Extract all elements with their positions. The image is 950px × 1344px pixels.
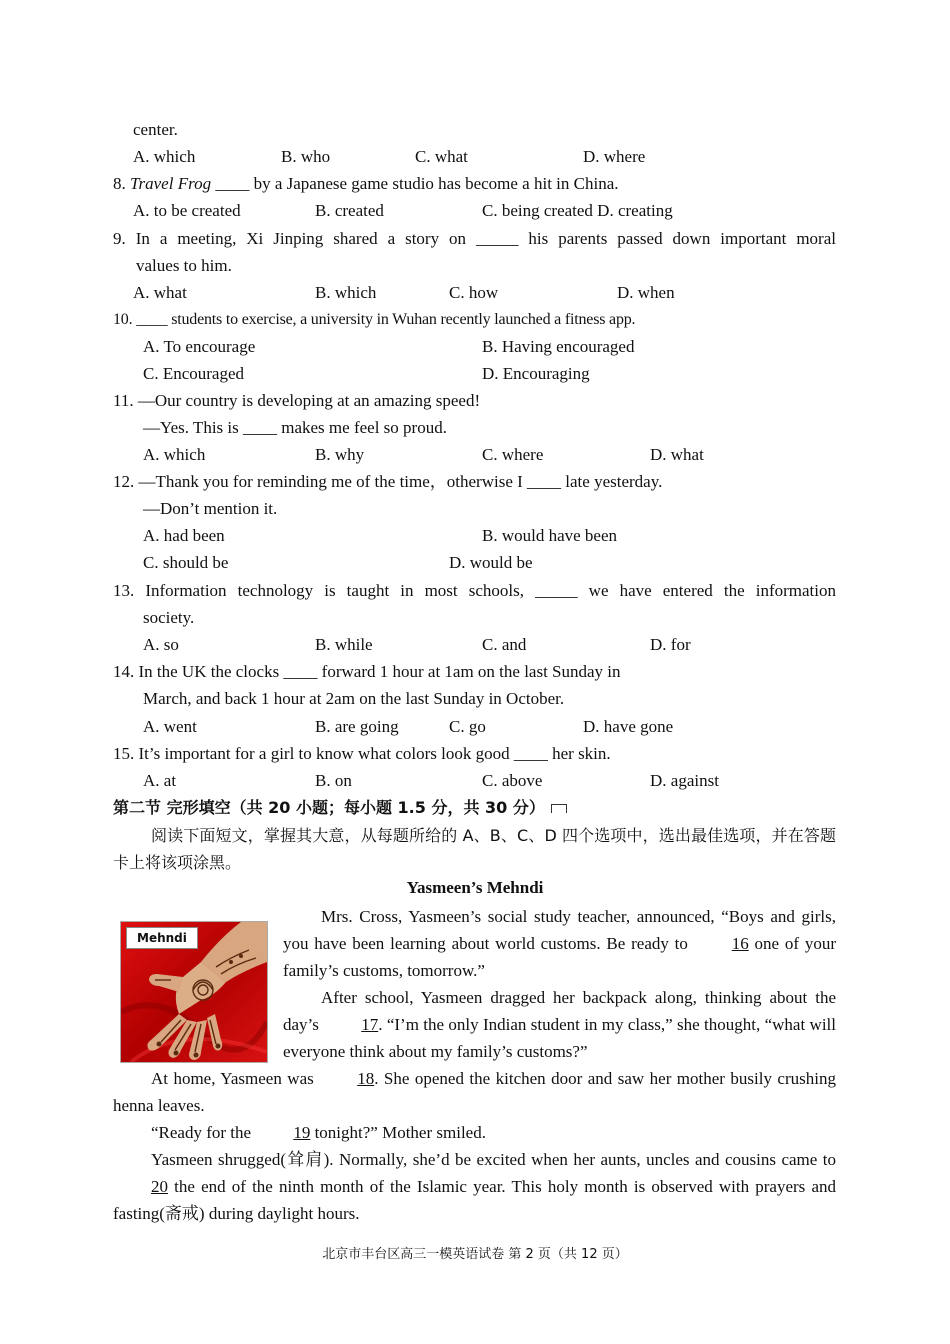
q7-option-c: C. what xyxy=(415,147,468,166)
q7-option-a: A. which xyxy=(133,147,196,166)
q15-option-d: D. against xyxy=(650,771,719,790)
q7-option-b: B. who xyxy=(281,147,331,166)
q8-option-cd: C. being created D. creating xyxy=(482,201,673,220)
q8-option-a: A. to be created xyxy=(133,201,241,220)
q8-number: 8. xyxy=(113,174,126,193)
p3-text-a: At home, Yasmeen was xyxy=(151,1069,320,1088)
q9-option-b: B. which xyxy=(315,283,377,302)
blank-18: 18 xyxy=(357,1069,375,1088)
q9-stem-line1: 9. In a meeting, Xi Jinping shared a story on _____ his parents passed down important moral xyxy=(113,229,836,248)
q13-option-a: A. so xyxy=(143,635,179,654)
p4-text-b: tonight?” Mother smiled. xyxy=(310,1123,486,1142)
q14-option-c: C. go xyxy=(449,717,486,736)
p5-text-b: the end of the ninth month of the Islamic year. This holy month is observed with prayers and fasting(斋戒) during daylight hours. xyxy=(113,1177,836,1223)
p1-text-b: one of your family’s customs, tomorrow.” xyxy=(283,934,836,980)
passage-paragraph-5 xyxy=(113,1146,836,1227)
q9-option-d: D. when xyxy=(617,283,675,302)
page-footer: 北京市丰台区高三一模英语试卷 第 2 页（共 12 页） xyxy=(322,1247,628,1262)
q7-option-d: D. where xyxy=(583,147,646,166)
q13-option-d: D. for xyxy=(650,635,691,654)
passage-paragraph-4 xyxy=(113,1119,836,1146)
q14-stem-line2: March, and back 1 hour at 2am on the last Sunday in October. xyxy=(143,689,565,708)
q7-continuation: center. xyxy=(133,120,178,139)
q13-option-b: B. while xyxy=(315,635,373,654)
passage-full-width xyxy=(113,1065,836,1227)
q9-option-a: A. what xyxy=(133,283,187,302)
q9-stem-line2: values to him. xyxy=(136,256,232,275)
p2-text-b: . “I’m the only Indian student in my class,” she thought, “what will everyone think about my family’s customs?” xyxy=(283,1015,836,1061)
mehndi-image-label: Mehndi xyxy=(126,927,198,949)
mehndi-hand-image xyxy=(120,921,268,1063)
q12-stem-line2: —Don’t mention it. xyxy=(143,499,278,518)
q10-option-c: C. Encouraged xyxy=(143,364,245,383)
blank-17: 17 xyxy=(361,1015,379,1034)
passage-paragraph-2 xyxy=(283,984,836,1065)
q8-stem xyxy=(113,173,619,195)
q13-stem-line1: 13. Information technology is taught in most schools, _____ we have entered the information xyxy=(113,581,836,600)
q11-option-d: D. what xyxy=(650,445,704,464)
return-mark-icon xyxy=(551,804,567,813)
p5-text-a: Yasmeen shrugged(耸肩). Normally, she’d be excited when her aunts, uncles and cousins came to xyxy=(151,1150,836,1169)
q12-option-c: C. should be xyxy=(143,553,229,572)
q10-option-a: A. To encourage xyxy=(143,337,256,356)
q8-option-b: B. created xyxy=(315,201,384,220)
p2-text-a: After school, Yasmeen dragged her backpack along, thinking about the day’s xyxy=(283,988,836,1034)
q11-option-a: A. which xyxy=(143,445,206,464)
q12-stem-line1: 12. —Thank you for reminding me of the time，otherwise I ____ late yesterday. xyxy=(113,472,663,491)
q14-option-d: D. have gone xyxy=(583,717,674,736)
blank-19: 19 xyxy=(293,1123,311,1142)
q15-option-a: A. at xyxy=(143,771,177,790)
q14-option-b: B. are going xyxy=(315,717,399,736)
passage-title: Yasmeen’s Mehndi xyxy=(406,878,544,897)
q8-rest: ____ by a Japanese game studio has become a hit in China. xyxy=(215,174,619,193)
q8-title-italic: Travel Frog xyxy=(130,174,212,193)
q9-option-c: C. how xyxy=(449,283,499,302)
p1-text-a: Mrs. Cross, Yasmeen’s social study teacher, announced, “Boys and girls, you have been learning about world customs. Be ready to xyxy=(283,907,836,953)
q14-stem-line1: 14. In the UK the clocks ____ forward 1 hour at 1am on the last Sunday in xyxy=(113,662,621,681)
passage-paragraph-3 xyxy=(113,1065,836,1119)
q11-option-b: B. why xyxy=(315,445,365,464)
q13-stem-line2: society. xyxy=(143,608,195,627)
blank-20: 20 xyxy=(151,1177,168,1196)
q14-option-a: A. went xyxy=(143,717,197,736)
q10-stem: 10. ____ students to exercise, a university in Wuhan recently launched a fitness app. xyxy=(113,311,636,328)
section2-instruction: 阅读下面短文，掌握其大意，从每题所给的 A、B、C、D 四个选项中，选出最佳选项，并在答题卡上将该项涂黑。 xyxy=(113,826,836,872)
section2-heading-text: 第二节 完形填空（共 20 小题；每小题 1.5 分，共 30 分） xyxy=(113,798,545,817)
passage-beside-image xyxy=(283,903,836,1065)
q15-option-b: B. on xyxy=(315,771,352,790)
q12-option-d: D. would be xyxy=(449,553,533,572)
p4-text-a: “Ready for the xyxy=(151,1123,256,1142)
p3-text-b: . She opened the kitchen door and saw her mother busily crushing henna leaves. xyxy=(113,1069,836,1115)
q12-option-b: B. would have been xyxy=(482,526,618,545)
q11-stem-line1: 11. —Our country is developing at an amazing speed! xyxy=(113,391,481,410)
q11-option-c: C. where xyxy=(482,445,544,464)
section2-heading xyxy=(113,797,567,819)
q11-stem-line2: —Yes. This is ____ makes me feel so proud. xyxy=(143,418,447,437)
q12-option-a: A. had been xyxy=(143,526,225,545)
q13-option-c: C. and xyxy=(482,635,527,654)
q10-option-d: D. Encouraging xyxy=(482,364,590,383)
q15-option-c: C. above xyxy=(482,771,543,790)
passage-paragraph-1 xyxy=(283,903,836,984)
blank-16: 16 xyxy=(731,934,749,953)
q15-stem: 15. It’s important for a girl to know what colors look good ____ her skin. xyxy=(113,744,611,763)
q10-option-b: B. Having encouraged xyxy=(482,337,635,356)
